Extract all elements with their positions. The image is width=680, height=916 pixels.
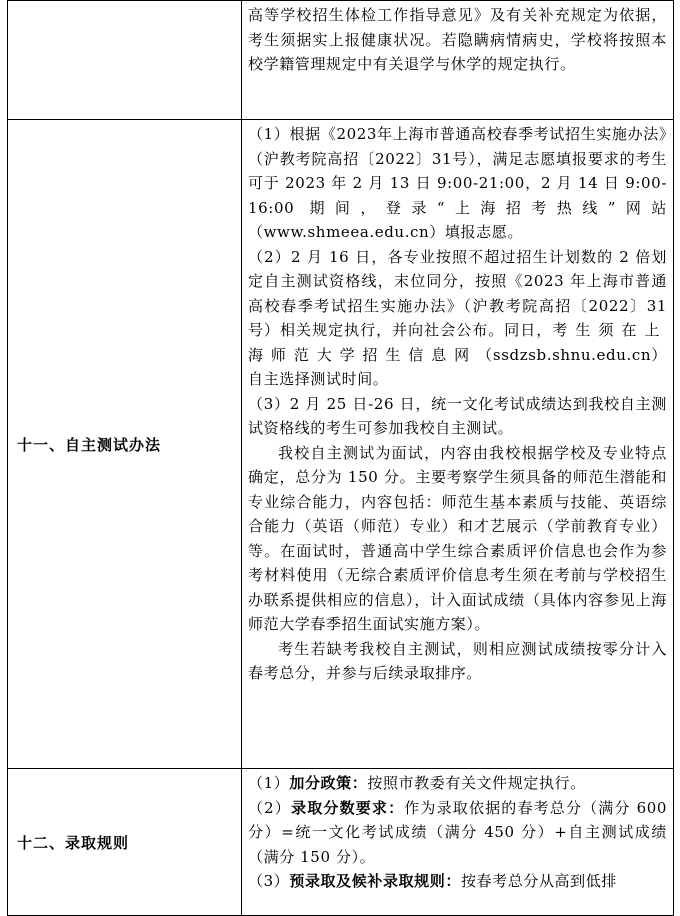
item-text: 作为录取依据的春考总分（满分 600 分）=统一文化考试成绩（满分 450 分）+自主测试成绩（满分 150 分）。 (248, 798, 668, 866)
paragraph-text: （2）2 月 16 日，各专业按照不超过招生计划数的 2 倍划定自主测试资格线，末位同分，按照《2023 年上海市普通高校春季考试招生实施办法》（沪教考院高招〔2022〕31号）相关规定执行，并向社会公布。同日， (248, 247, 667, 339)
row-content (242, 1, 674, 120)
paragraph-text: 考生须在上海师范大学招生信息网 (248, 321, 667, 364)
row-content (242, 120, 674, 769)
admission-table (7, 0, 674, 916)
paragraph: （3）2 月 25 日-26 日，统一文化考试成绩达到我校自主测试资格线的考生可参加我校自主测试。 (248, 394, 667, 437)
table-row (8, 1, 674, 120)
paragraph: （1）根据《2023年上海市普通高校春季考试招生实施办法》（沪教考院高招〔2022〕31号），满足志愿填报要求的考生可于 2023 年 2 月 13 日 9:00-21:00，2 月 14 日 9:00-16:00 期间，登录“上海招考热线”网站（www.shmeea.edu.cn）填报志愿。 (248, 125, 667, 241)
item-heading: 加分政策： (289, 774, 368, 792)
paragraph (248, 245, 667, 392)
row-label: 十一、自主测试办法 (8, 120, 242, 769)
row-content (242, 769, 674, 916)
list-item (248, 869, 667, 894)
item-heading: 预录取及候补录取规则： (289, 872, 461, 890)
paragraph: 考生若缺考我校自主测试，则相应测试成绩按零分计入春考总分，并参与后续录取排序。 (248, 639, 667, 682)
paragraph-text: （ssdzsb.shnu.edu.cn）自主选择测试时间。 (248, 345, 667, 388)
list-item (248, 771, 667, 796)
paragraph: 高等学校招生体检工作指导意见》及有关补充规定为依据，考生须据实上报健康状况。若隐瞒病情病史，学校将按照本校学籍管理规定中有关退学与休学的规定执行。 (248, 6, 667, 73)
item-heading: 录取分数要求： (291, 798, 405, 817)
item-text: 按照市教委有关文件规定执行。 (367, 774, 586, 792)
item-number: （1） (248, 774, 290, 792)
paragraph: 我校自主测试为面试，内容由我校根据学校及专业特点确定，总分为 150 分。主要考察学生须具备的师范生潜能和专业综合能力，内容包括：师范生基本素质与技能、英语综合能力（英语（师范）专业）和才艺展示（学前教育专业）等。在面试时，普通高中学生综合素质评价信息也会作为参考材料使用（无综合素质评价信息考生须在考前与学校招生办联系提供相应的信息），计入面试成绩（具体内容参见上海师范大学春季招生面试实施方案）。 (248, 443, 667, 633)
item-text: 按春考总分从高到低排 (460, 872, 617, 890)
table-row (8, 120, 674, 769)
row-label (8, 1, 242, 120)
table-row (8, 769, 674, 916)
list-item (248, 796, 667, 870)
row-label: 十二、录取规则 (8, 769, 242, 916)
item-number: （2） (248, 798, 292, 817)
item-number: （3） (248, 872, 290, 890)
